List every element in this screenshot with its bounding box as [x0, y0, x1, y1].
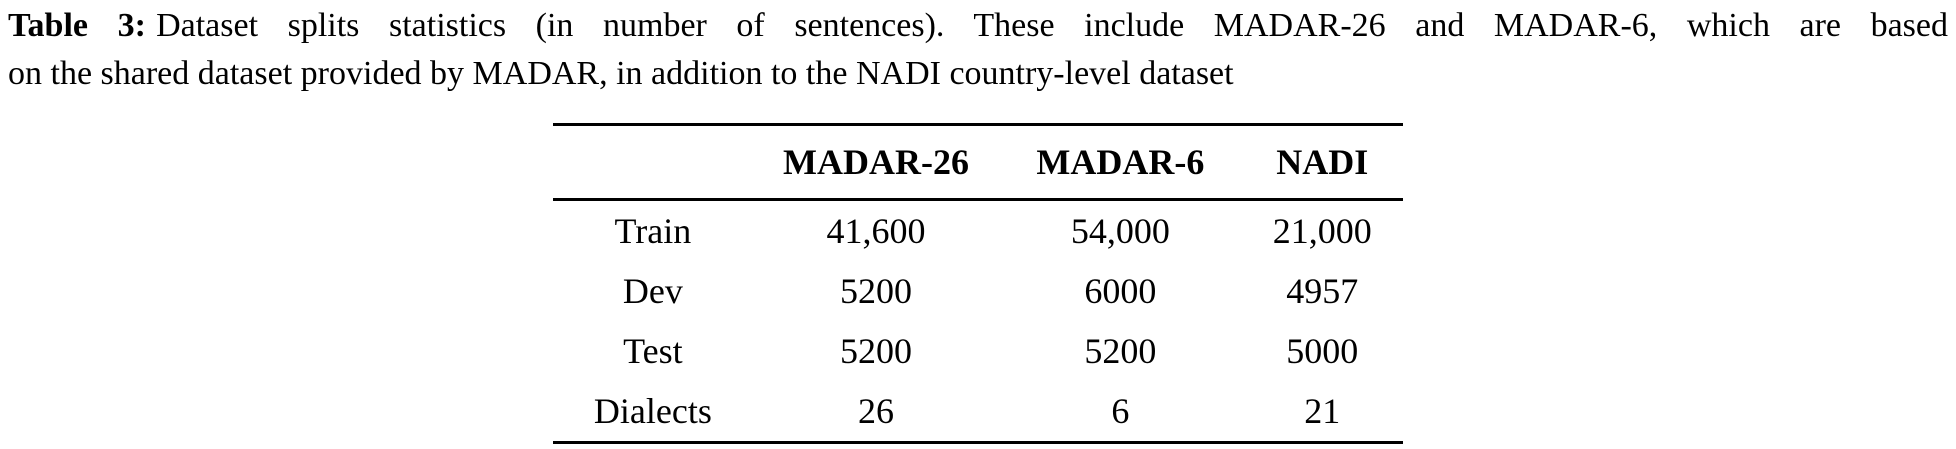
table-cell: 6000 — [1084, 271, 1157, 311]
caption-line-2: on the shared dataset provided by MADAR, in addition to the NADI country-level dataset — [8, 55, 1234, 92]
table-cell: 5200 — [1084, 331, 1157, 371]
table-caption — [0, 0, 1956, 98]
table-cell: 41,600 — [826, 211, 926, 251]
caption-line-1 — [8, 2, 1948, 50]
table-cell: 5200 — [840, 331, 912, 371]
caption-text-1: Dataset splits statistics (in number of sentences). These include MADAR-26 and MADAR-6, which are based — [156, 7, 1949, 44]
table-row-train — [553, 200, 1403, 262]
table-cell: 5200 — [840, 271, 912, 311]
table-cell: 6 — [1111, 391, 1130, 431]
row-label: Test — [623, 331, 683, 371]
table-row-dev — [553, 261, 1403, 321]
column-header-empty — [553, 125, 753, 200]
dataset-splits-table — [553, 123, 1403, 444]
column-header-madar-6: MADAR-6 — [1036, 142, 1205, 182]
row-label: Dialects — [593, 391, 712, 431]
row-label: Dev — [622, 271, 683, 311]
table-row-test — [553, 321, 1403, 381]
table-cell: 26 — [858, 391, 894, 431]
table-cell: 4957 — [1286, 271, 1359, 311]
caption-label: Table 3: — [8, 7, 146, 44]
column-header-nadi: NADI — [1276, 142, 1369, 182]
table-cell: 54,000 — [1070, 211, 1170, 251]
column-header-madar-26: MADAR-26 — [783, 142, 969, 182]
table-cell: 5000 — [1286, 331, 1359, 371]
header-row — [553, 125, 1403, 200]
row-label: Train — [614, 211, 692, 251]
table-row-dialects — [553, 381, 1403, 443]
table-cell: 21,000 — [1272, 211, 1372, 251]
table-cell: 21 — [1304, 391, 1341, 431]
